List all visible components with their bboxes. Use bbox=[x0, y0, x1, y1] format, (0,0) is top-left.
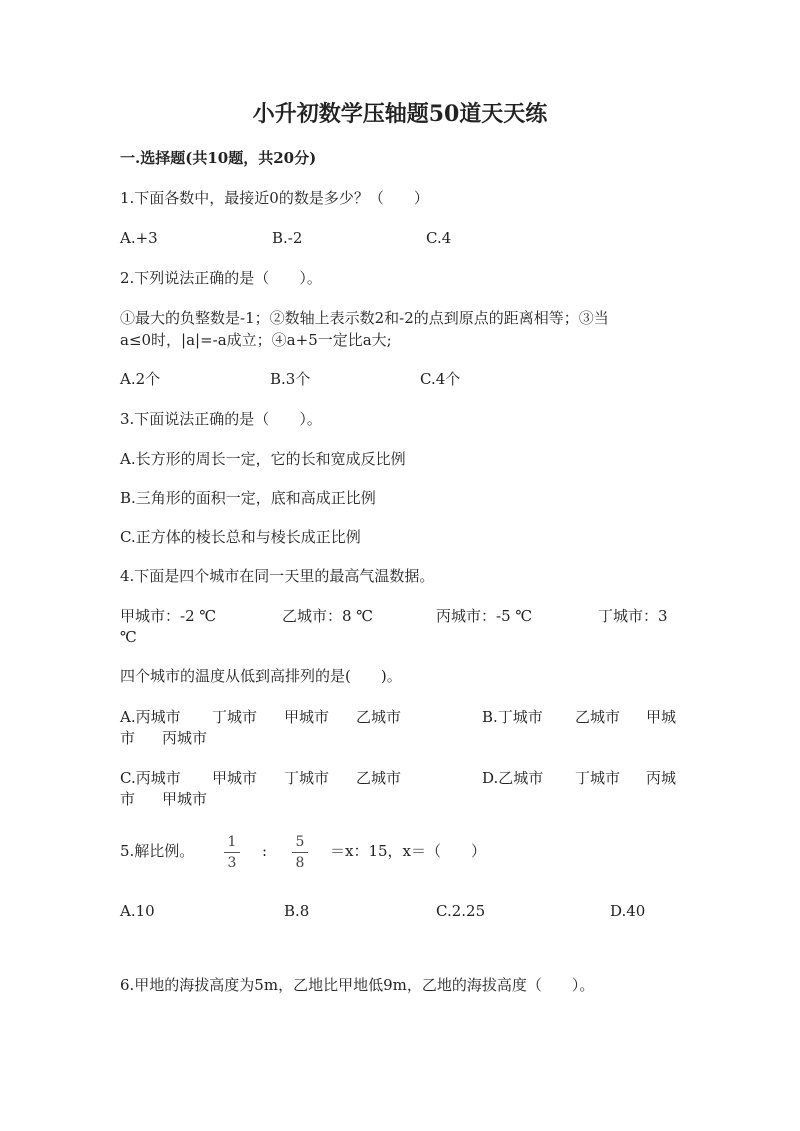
question-2-stem: 2.下列说法正确的是（ ）。 bbox=[120, 269, 322, 287]
page-title: 小升初数学压轴题50道天天练 bbox=[252, 101, 548, 127]
ratio-colon: : bbox=[262, 842, 268, 860]
q3-option-c: C.正方体的棱长总和与棱长成正比例 bbox=[120, 528, 361, 546]
fraction-numerator: 1 bbox=[227, 834, 237, 850]
fraction-denominator: 3 bbox=[227, 855, 237, 871]
q4-option-b-2: 乙城市 bbox=[575, 708, 621, 726]
q4-option-b-1: B.丁城市 bbox=[482, 708, 543, 726]
question-6-stem: 6.甲地的海拔高度为5m，乙地比甲地低9m，乙地的海拔高度（ ）。 bbox=[120, 976, 595, 994]
q4-option-d-2: 丁城市 bbox=[575, 769, 621, 787]
q4-option-a-1: A.丙城市 bbox=[120, 708, 181, 726]
fraction-numerator: 5 bbox=[295, 834, 305, 850]
q4-option-d-wrap-2: 甲城市 bbox=[162, 790, 208, 808]
city-ding-unit: ℃ bbox=[120, 628, 137, 646]
q4-option-c-2: 甲城市 bbox=[212, 769, 258, 787]
q4-option-b-3: 甲城 bbox=[646, 708, 677, 726]
q4-question: 四个城市的温度从低到高排列的是( )。 bbox=[120, 667, 402, 685]
q3-option-a: A.长方形的周长一定，它的长和宽成反比例 bbox=[120, 450, 406, 468]
q1-option-a: A.+3 bbox=[120, 229, 158, 247]
question-3-stem: 3.下面说法正确的是（ ）。 bbox=[120, 410, 322, 428]
city-yi: 乙城市：8 ℃ bbox=[282, 607, 374, 625]
q2-statement-line-1: ①最大的负整数是-1；②数轴上表示数2和-2的点到原点的距离相等；③当 bbox=[120, 309, 609, 327]
city-ding: 丁城市：3 bbox=[598, 607, 668, 625]
q4-option-a-4: 乙城市 bbox=[356, 708, 402, 726]
q4-option-d-wrap-1: 市 bbox=[120, 790, 136, 808]
q4-option-c-3: 丁城市 bbox=[284, 769, 330, 787]
q5-option-c: C.2.25 bbox=[436, 902, 486, 920]
q5-option-d: D.40 bbox=[610, 902, 646, 920]
section-heading: 一.选择题(共10题，共20分) bbox=[120, 149, 317, 167]
fraction-five-eighths bbox=[292, 834, 308, 871]
q2-statement-line-2: a≤0时，|a|=-a成立；④a+5一定比a大; bbox=[120, 331, 392, 349]
fraction-denominator: 8 bbox=[295, 855, 305, 871]
city-bing: 丙城市：-5 ℃ bbox=[436, 607, 533, 625]
q4-option-c-1: C.丙城市 bbox=[120, 769, 181, 787]
q4-option-b-wrap-1: 市 bbox=[120, 729, 136, 747]
q4-option-d-3: 丙城 bbox=[646, 769, 677, 787]
q3-option-b: B.三角形的面积一定，底和高成正比例 bbox=[120, 489, 376, 507]
q5-option-a: A.10 bbox=[120, 902, 155, 920]
question-1-stem: 1.下面各数中，最接近0的数是多少？（ ） bbox=[120, 189, 429, 207]
fraction-one-third bbox=[224, 834, 240, 871]
q2-option-b: B.3个 bbox=[270, 370, 311, 388]
q1-option-b: B.-2 bbox=[272, 229, 303, 247]
q5-equation-tail: ＝x：15，x＝（ ） bbox=[330, 842, 487, 860]
q2-option-c: C.4个 bbox=[420, 370, 461, 388]
q4-option-a-2: 丁城市 bbox=[212, 708, 258, 726]
fraction-bar bbox=[292, 852, 308, 853]
q4-option-c-4: 乙城市 bbox=[356, 769, 402, 787]
city-jia: 甲城市：-2 ℃ bbox=[120, 607, 217, 625]
question-5-stem: 5.解比例。 bbox=[120, 842, 195, 860]
q1-option-c: C.4 bbox=[426, 229, 452, 247]
q4-option-b-wrap-2: 丙城市 bbox=[162, 729, 208, 747]
q4-option-a-3: 甲城市 bbox=[284, 708, 330, 726]
question-4-stem: 4.下面是四个城市在同一天里的最高气温数据。 bbox=[120, 567, 435, 585]
q2-option-a: A.2个 bbox=[120, 370, 161, 388]
q4-option-d-1: D.乙城市 bbox=[482, 769, 544, 787]
fraction-bar bbox=[224, 852, 240, 853]
q5-option-b: B.8 bbox=[284, 902, 310, 920]
